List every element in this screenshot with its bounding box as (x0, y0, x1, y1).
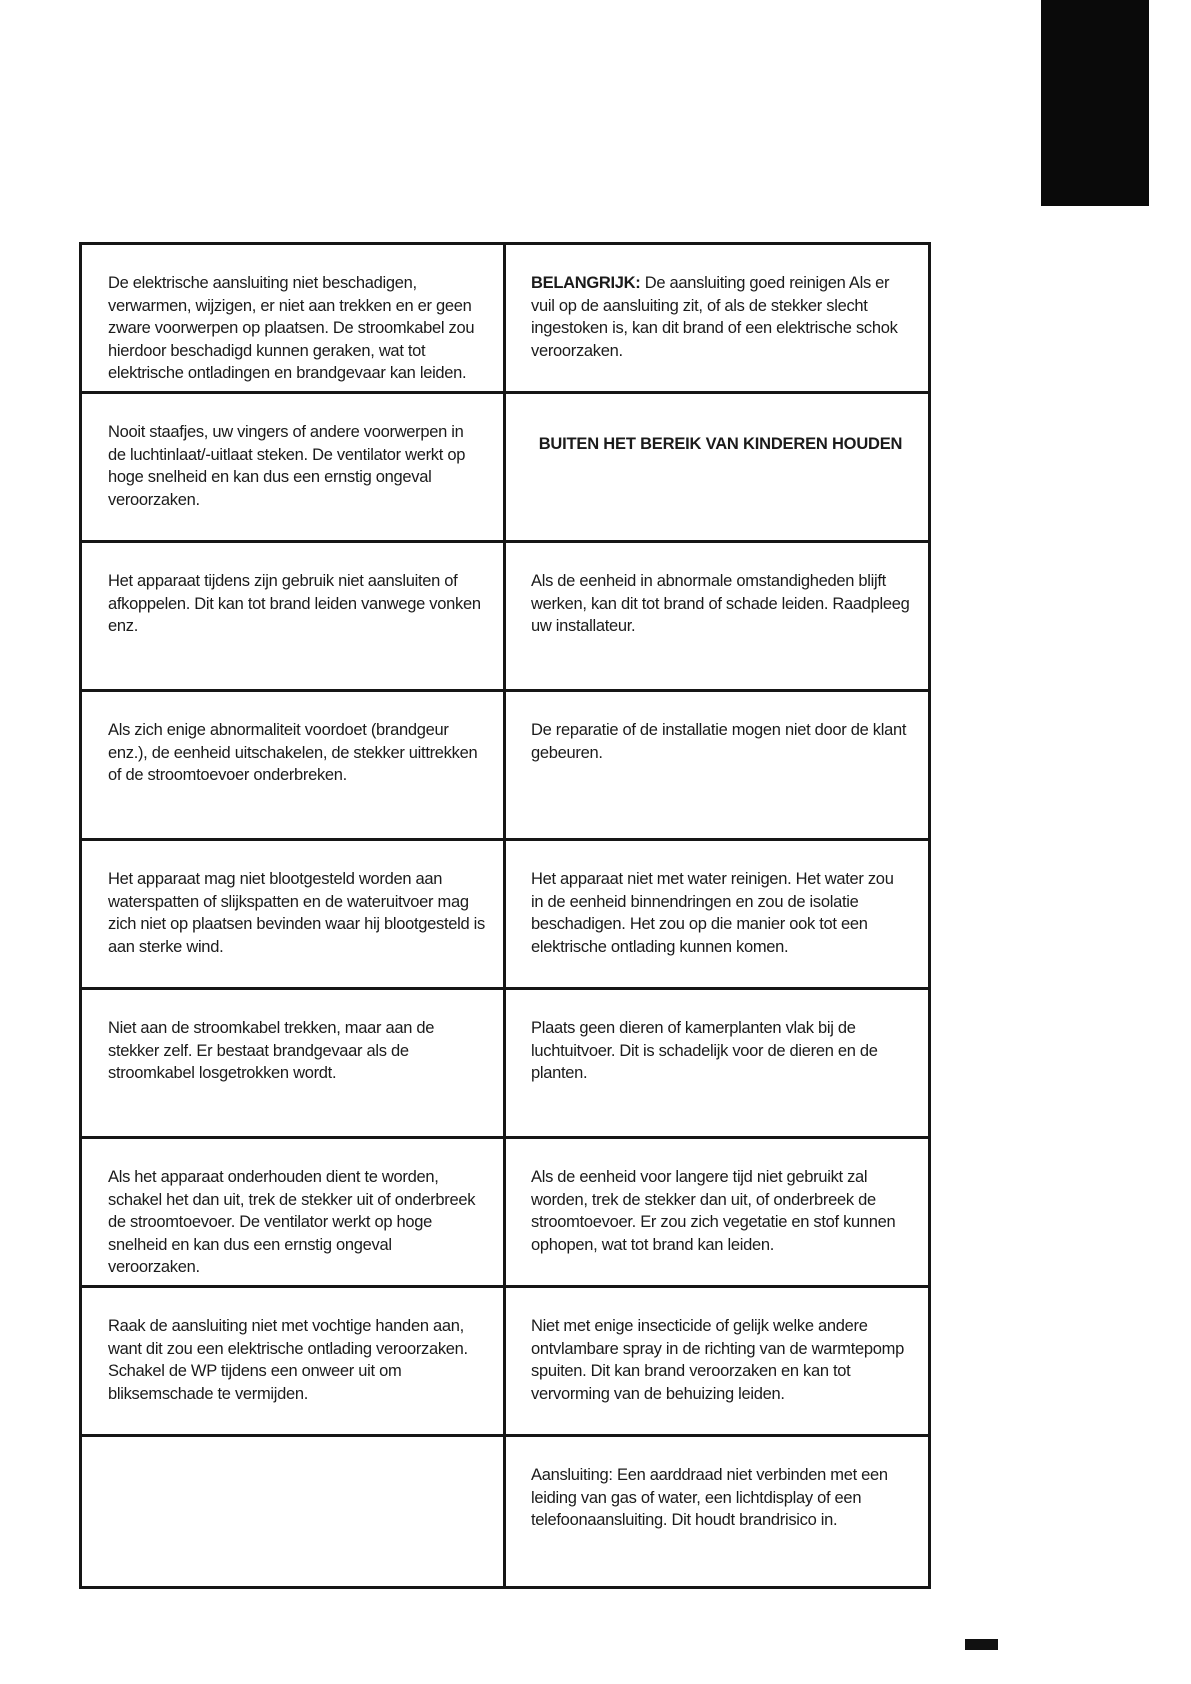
table-row (82, 543, 928, 692)
table-cell-right (506, 841, 928, 987)
table-cell-left (82, 1288, 506, 1434)
table-cell-left (82, 990, 506, 1136)
table-row (82, 841, 928, 990)
table-row (82, 1437, 928, 1586)
table-row (82, 692, 928, 841)
table-row (82, 1288, 928, 1437)
warning-text: Aansluiting: Een aarddraad niet verbinden met een leiding van gas of water, een lichtdisplay of een telefoonaansluiting. Dit houdt brandrisico in. (531, 1466, 888, 1529)
table-cell-right (506, 1288, 928, 1434)
table-cell-right (506, 245, 928, 391)
warning-text (531, 272, 910, 362)
warning-text: Raak de aansluiting niet met vochtige handen aan, want dit zou een elektrische ontlading veroorzaken. Schakel de WP tijdens een onweer uit om bliksemschade te vermijden. (108, 1317, 468, 1403)
warning-text: Als het apparaat onderhouden dient te worden, schakel het dan uit, trek de stekker uit of onderbreek de stroomtoevoer. De ventilator werkt op hoge snelheid en kan dus een ernstig ongeval veroorzaken. (108, 1168, 476, 1276)
table-cell-left (82, 841, 506, 987)
table-row (82, 990, 928, 1139)
table-cell-left (82, 245, 506, 391)
warning-text: Het apparaat mag niet blootgesteld worden aan waterspatten of slijkspatten en de wateruitvoer mag zich niet op plaatsen bevinden waar hij blootgesteld is aan sterke wind. (108, 870, 486, 956)
table-cell-left (82, 543, 506, 689)
table-row (82, 1139, 928, 1288)
table-cell-right (506, 394, 928, 540)
table-cell-left-empty (82, 1437, 506, 1586)
warning-text: Nooit staafjes, uw vingers of andere voorwerpen in de luchtinlaat/-uitlaat steken. De ventilator werkt op hoge snelheid en kan dus een ernstig ongeval veroorzaken. (108, 423, 466, 509)
table-row (82, 394, 928, 543)
warning-text: Als zich enige abnormaliteit voordoet (brandgeur enz.), de eenheid uitschakelen, de stekker uittrekken of de stroomtoevoer onderbreken. (108, 721, 478, 784)
warning-text: Plaats geen dieren of kamerplanten vlak bij de luchtuitvoer. Dit is schadelijk voor de dieren en de planten. (531, 1019, 878, 1082)
warning-text: Als de eenheid in abnormale omstandigheden blijft werken, kan dit tot brand of schade leiden. Raadpleeg uw installateur. (531, 572, 910, 635)
warning-text: De reparatie of de installatie mogen niet door de klant gebeuren. (531, 721, 907, 762)
warning-text: Niet aan de stroomkabel trekken, maar aan de stekker zelf. Er bestaat brandgevaar als de stroomkabel losgetrokken wordt. (108, 1019, 435, 1082)
table-cell-right (506, 1437, 928, 1586)
page-number-dash-marker (965, 1639, 998, 1650)
warning-text: Niet met enige insecticide of gelijk welke andere ontvlambare spray in de richting van de warmtepomp spuiten. Dit kan brand veroorzaken en kan tot vervorming van de behuizing leiden. (531, 1317, 904, 1403)
table-row (82, 245, 928, 394)
warning-text: Als de eenheid voor langere tijd niet gebruikt zal worden, trek de stekker dan uit, of onderbreek de stroomtoevoer. Er zou zich vegetatie en stof kunnen ophopen, wat tot brand kan leiden. (531, 1168, 896, 1254)
important-label: BELANGRIJK: (531, 274, 641, 292)
safety-warnings-table (79, 242, 931, 1589)
warning-text: Het apparaat tijdens zijn gebruik niet aansluiten of afkoppelen. Dit kan tot brand leiden vanwege vonken enz. (108, 572, 481, 635)
table-cell-right (506, 692, 928, 838)
keep-away-from-children-heading: BUITEN HET BEREIK VAN KINDEREN HOUDEN (538, 435, 903, 453)
table-cell-left (82, 692, 506, 838)
table-cell-right (506, 543, 928, 689)
table-cell-right (506, 1139, 928, 1285)
table-cell-left (82, 1139, 506, 1285)
warning-text: Het apparaat niet met water reinigen. Het water zou in de eenheid binnendringen en zou de isolatie beschadigen. Het zou op die manier ook tot een elektrische ontlading kunnen komen. (531, 870, 894, 956)
table-cell-left (82, 394, 506, 540)
table-cell-right (506, 990, 928, 1136)
chapter-tab-marker (1041, 0, 1149, 206)
warning-text: De elektrische aansluiting niet beschadigen, verwarmen, wijzigen, er niet aan trekken en er geen zware voorwerpen op plaatsen. De stroomkabel zou hierdoor beschadigd kunnen geraken, wat tot elektrische ontladingen en brandgevaar kan leiden. (108, 274, 475, 382)
warning-text-body: De aansluiting goed reinigen Als er vuil op de aansluiting zit, of als de stekker slecht ingestoken is, kan dit brand of een elektrische schok veroorzaken. (531, 274, 898, 360)
